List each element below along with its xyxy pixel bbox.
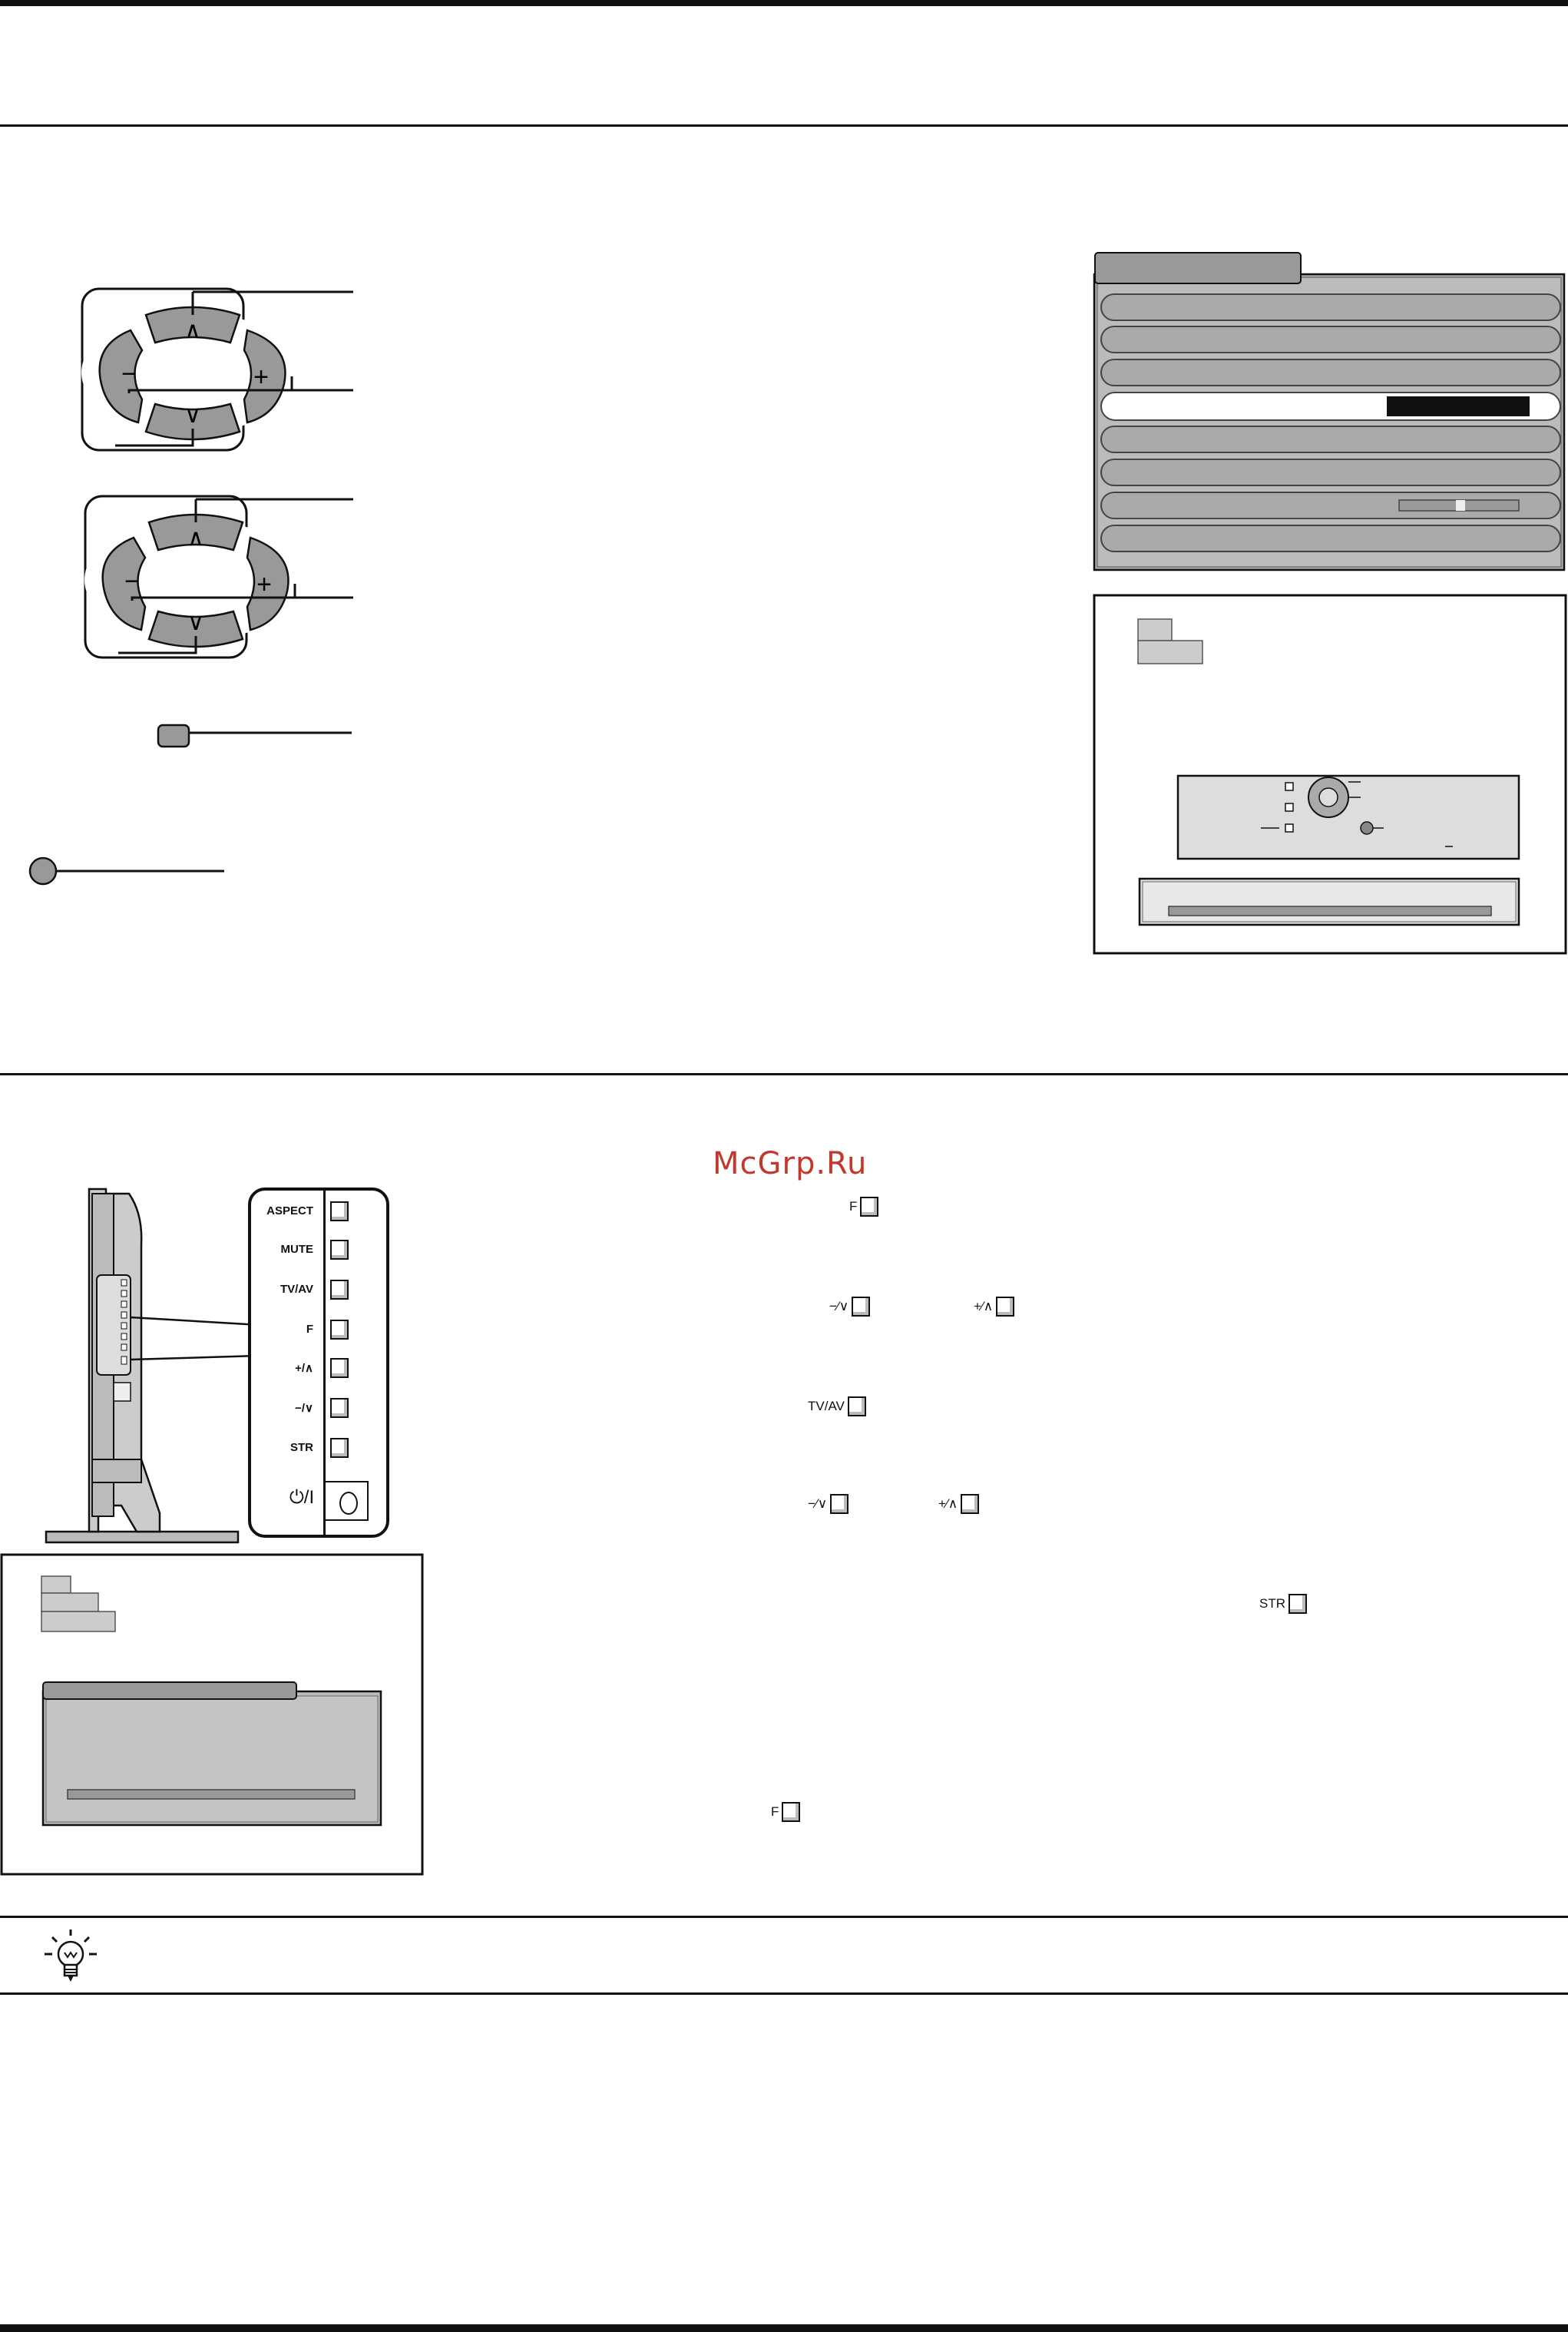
instruction-minus-key-1 xyxy=(829,1297,870,1317)
power-label: ⏻/I xyxy=(289,1487,315,1508)
side-panel-button[interactable] xyxy=(330,1398,349,1418)
message-bar xyxy=(1169,906,1491,916)
side-button-label: F xyxy=(306,1323,313,1336)
indicator-lamp xyxy=(1285,824,1293,832)
step-tab xyxy=(1138,641,1202,664)
menu-row[interactable] xyxy=(1101,525,1560,552)
menu-row[interactable] xyxy=(1101,359,1560,386)
watermark: McGrp.Ru xyxy=(713,1146,868,1181)
side-button-label: TV/AV xyxy=(280,1283,313,1296)
minus-icon: − xyxy=(124,567,140,596)
tvav-key-icon xyxy=(848,1396,866,1416)
side-button-label: ASPECT xyxy=(266,1204,313,1217)
menu-row[interactable] xyxy=(1101,294,1560,320)
f-key-icon xyxy=(782,1802,800,1822)
side-button-label: −/∨ xyxy=(295,1402,313,1415)
up-chevron-icon: ∧ xyxy=(187,525,204,551)
instruction-f-key-2 xyxy=(771,1802,800,1822)
panel-button[interactable] xyxy=(1361,822,1373,834)
menu-row[interactable] xyxy=(1101,459,1560,485)
key-label: +⁄∧ xyxy=(974,1299,994,1313)
round-remote-button[interactable] xyxy=(30,858,56,884)
tv-stand-base xyxy=(46,1532,238,1542)
instruction-tvav-key xyxy=(808,1396,866,1416)
front-panel-note-box xyxy=(1092,593,1568,956)
menu-title-tab xyxy=(1095,253,1301,283)
instruction-plus-key-2 xyxy=(938,1494,979,1514)
side-panel-button[interactable] xyxy=(330,1438,349,1458)
power-icon xyxy=(339,1492,358,1515)
tv-side-view xyxy=(45,1183,252,1544)
menu-window-tab xyxy=(43,1682,296,1699)
section-divider xyxy=(0,1073,1568,1075)
str-key-icon xyxy=(1288,1594,1307,1614)
side-panel-button[interactable] xyxy=(330,1320,349,1340)
remote-keypad-1 xyxy=(81,289,353,450)
plus-icon: + xyxy=(256,570,272,599)
step-tab xyxy=(1138,619,1172,641)
minus-down-key-icon xyxy=(830,1494,849,1514)
key-label: −⁄∨ xyxy=(808,1496,828,1511)
side-panel-button[interactable] xyxy=(330,1201,349,1221)
instruction-minus-key-2 xyxy=(808,1494,849,1514)
key-label: F xyxy=(849,1199,858,1214)
onscreen-menu-illustration xyxy=(1090,250,1568,572)
minus-down-key-icon xyxy=(852,1297,870,1317)
plus-up-key-icon xyxy=(996,1297,1014,1317)
bottom-border xyxy=(0,2324,1568,2332)
instruction-plus-key-1 xyxy=(974,1297,1014,1317)
side-button-label: MUTE xyxy=(280,1243,313,1256)
small-remote-key[interactable] xyxy=(158,725,189,747)
key-label: STR xyxy=(1259,1596,1285,1611)
key-label: −⁄∨ xyxy=(829,1299,849,1313)
menu-window-bar xyxy=(68,1790,355,1799)
tip-bottom-rule xyxy=(0,1992,1568,1995)
lightbulb-icon xyxy=(41,1926,100,1989)
remote-key-diagrams xyxy=(0,261,369,922)
indicator-lamp xyxy=(1285,783,1293,790)
key-label: +⁄∧ xyxy=(938,1496,958,1511)
power-button[interactable] xyxy=(324,1481,369,1521)
instruction-f-key-1 xyxy=(849,1197,878,1217)
side-button-label: +/∧ xyxy=(295,1362,313,1375)
minus-icon: − xyxy=(121,359,137,389)
side-button-label: STR xyxy=(290,1441,313,1454)
up-chevron-icon: ∧ xyxy=(184,318,201,343)
plus-up-key-icon xyxy=(961,1494,979,1514)
menu-display-note-box xyxy=(0,1553,424,1876)
indicator-lamp xyxy=(1285,803,1293,811)
down-chevron-icon: ∨ xyxy=(187,610,204,635)
key-label: TV/AV xyxy=(808,1399,845,1413)
plus-icon: + xyxy=(253,363,269,392)
side-panel-button[interactable] xyxy=(330,1280,349,1300)
tip-top-rule xyxy=(0,1916,1568,1918)
down-chevron-icon: ∨ xyxy=(184,402,201,428)
menu-row[interactable] xyxy=(1101,326,1560,353)
tv-front-panel xyxy=(1178,776,1519,859)
f-key-icon xyxy=(860,1197,878,1217)
key-label: F xyxy=(771,1804,779,1819)
side-panel-button[interactable] xyxy=(330,1240,349,1260)
slider-thumb xyxy=(1456,500,1465,511)
menu-row[interactable] xyxy=(1101,426,1560,452)
top-border xyxy=(0,0,1568,6)
instruction-str-key xyxy=(1259,1594,1307,1614)
selected-value-box xyxy=(1387,396,1530,416)
remote-keypad-2 xyxy=(84,496,353,658)
side-panel-button[interactable] xyxy=(330,1358,349,1378)
header-rule xyxy=(0,124,1568,127)
